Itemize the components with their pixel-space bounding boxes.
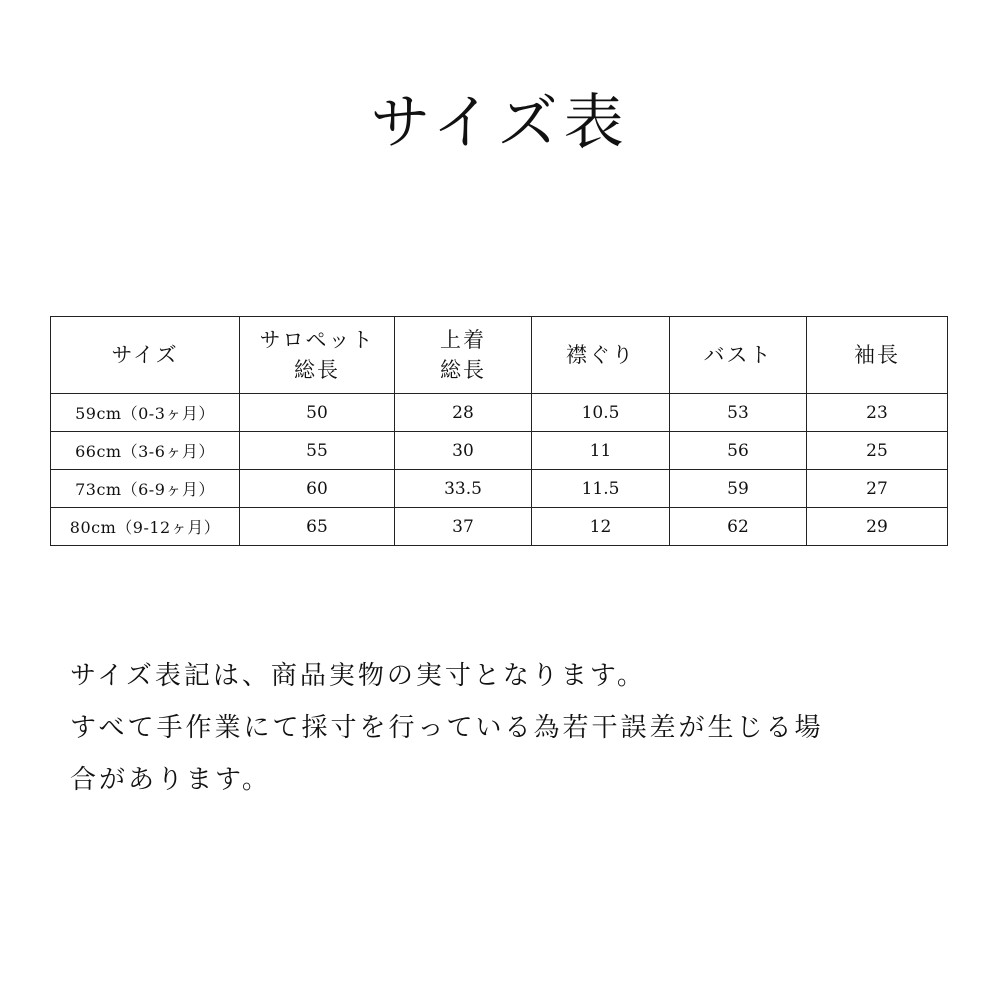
size-notes	[70, 650, 950, 806]
note-line: すべて手作業にて採寸を行っている為若干誤差が生じる場	[70, 713, 824, 743]
header-salopette-line-2: 総長	[294, 358, 340, 382]
salopette-length-cell: 60	[240, 470, 395, 508]
size-cell: 59cm（0-3ヶ月）	[51, 394, 240, 432]
sleeve-length-cell: 25	[807, 432, 948, 470]
size-cell: 66cm（3-6ヶ月）	[51, 432, 240, 470]
table-row	[51, 394, 948, 432]
header-salopette-length	[240, 317, 395, 394]
bust-cell: 62	[670, 508, 807, 546]
note-line: 合があります。	[70, 765, 271, 795]
neckline-cell: 12	[532, 508, 670, 546]
header-bust-label: バスト	[703, 343, 773, 367]
top-length-cell: 37	[395, 508, 532, 546]
header-neckline-label: 襟ぐり	[566, 343, 635, 367]
salopette-length-cell: 55	[240, 432, 395, 470]
page-title: サイズ表	[370, 88, 630, 158]
header-sleeve-length	[807, 317, 948, 394]
size-cell: 80cm（9-12ヶ月）	[51, 508, 240, 546]
header-neckline	[532, 317, 670, 394]
top-length-cell: 28	[395, 394, 532, 432]
sleeve-length-cell: 29	[807, 508, 948, 546]
table-header-row	[51, 317, 948, 394]
salopette-length-cell: 65	[240, 508, 395, 546]
bust-cell: 53	[670, 394, 807, 432]
header-top-line-1: 上着	[440, 328, 486, 352]
sleeve-length-cell: 23	[807, 394, 948, 432]
bust-cell: 59	[670, 470, 807, 508]
note-line: サイズ表記は、商品実物の実寸となります。	[70, 661, 646, 691]
table-row	[51, 508, 948, 546]
header-size-label: サイズ	[111, 343, 179, 367]
header-bust	[670, 317, 807, 394]
neckline-cell: 11.5	[532, 470, 670, 508]
table-row	[51, 432, 948, 470]
header-size	[51, 317, 240, 394]
header-top-line-2: 総長	[440, 358, 486, 382]
header-sleeve-label: 袖長	[854, 343, 900, 367]
sleeve-length-cell: 27	[807, 470, 948, 508]
bust-cell: 56	[670, 432, 807, 470]
top-length-cell: 30	[395, 432, 532, 470]
table-row	[51, 470, 948, 508]
salopette-length-cell: 50	[240, 394, 395, 432]
neckline-cell: 11	[532, 432, 670, 470]
size-cell: 73cm（6-9ヶ月）	[51, 470, 240, 508]
header-top-length	[395, 317, 532, 394]
top-length-cell: 33.5	[395, 470, 532, 508]
header-salopette-line-1: サロペット	[259, 328, 375, 352]
size-table	[50, 316, 948, 546]
neckline-cell: 10.5	[532, 394, 670, 432]
